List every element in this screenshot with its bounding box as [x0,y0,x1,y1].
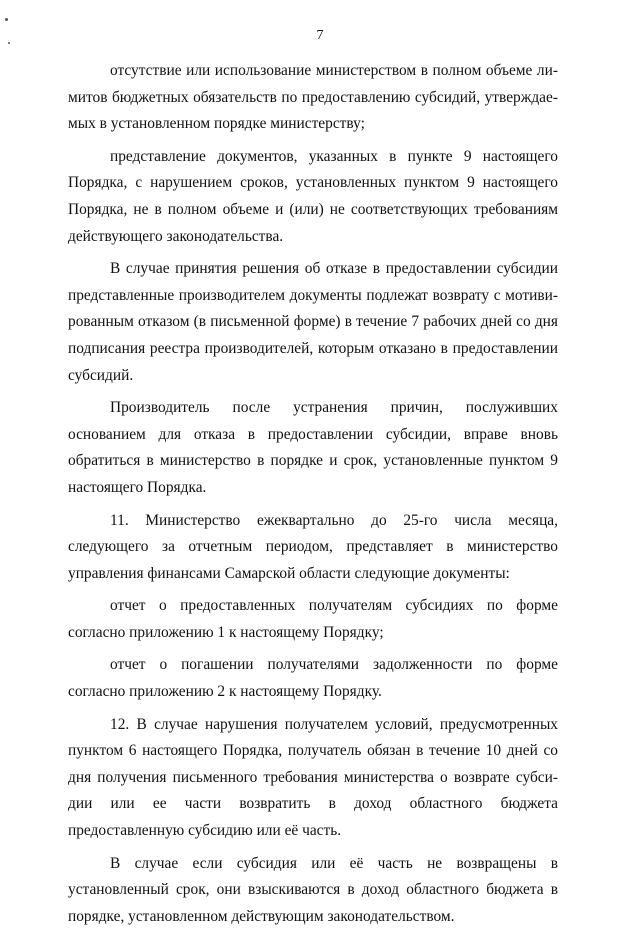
paragraph-documents-violation: представление документов, указанных в пункте 9 настоящего Порядка, с нарушением сроков, установленных пунктом 9 настоящего Порядка, не в полном объеме и (или) не соответствующих требованиям действующего законодательства. [68,147,558,245]
paragraph-item-12: 12. В случае нарушения получателем условий, предусмотренных пунктом 6 настоящего Порядка, получатель обязан в течение 10 дней со дня получения письменного требования министерства о возврате субсидии или ее части возвратить в доход областного бюджета предоставленную субсидию или её часть. [68,715,558,840]
document-body [68,58,558,930]
paragraph-report-1: отчет о предоставленных получателям субсидиях по форме согласно приложению 1 к настоящему Порядку; [68,597,558,641]
paragraph-reapply: Производитель после устранения причин, послуживших основанием для отказа в предоставлении субсидии, вправе вновь обратиться в министерство в порядке и срок, установленные пунктом 9 настоящего Порядка. [68,399,558,496]
page-number: 7 [316,28,324,43]
paragraph-report-2: отчет о погашении получателями задолженности по форме согласно приложению 2 к настоящему Порядку. [68,656,558,701]
paragraph-refusal-return: В случае принятия решения об отказе в предоставлении субсидии представленные производителем документы подлежат возврату с мотивированным отказом (в письменной форме) в течение 7 рабочих дней со дня подписания реестра производителей, которым отказано в предоставлении субсидий. [68,260,558,384]
paragraph-item-11: 11. Министерство ежеквартально до 25-го числа месяца, следующего за отчетным периодом, представляет в министерство управления финансами Самарской области следующие документы: [68,511,558,582]
scan-speck [5,18,8,21]
paragraph-limits: отсутствие или использование министерством в полном объеме лимитов бюджетных обязательств по предоставлению субсидий, утверждаемых в установленном порядке министерству; [68,62,558,133]
paragraph-recovery: В случае если субсидия или её часть не возвращены в установленный срок, они взыскиваются в доход областного бюджета в порядке, установленном действующим законодательством. [68,854,558,925]
